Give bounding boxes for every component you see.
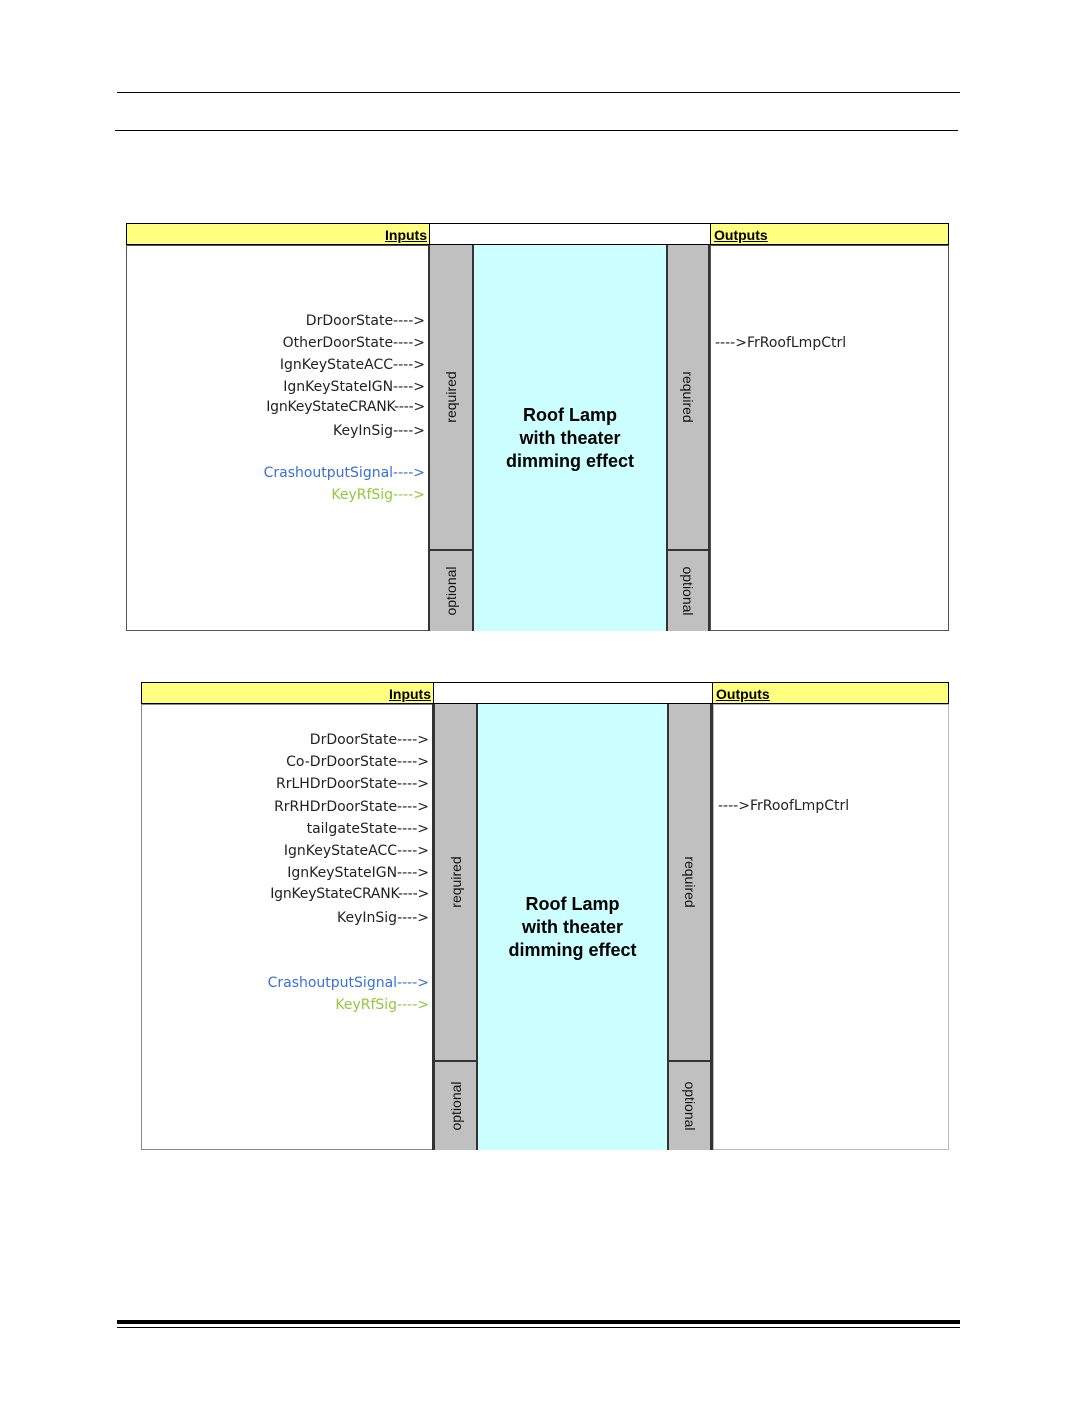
input-signal: RrRHDrDoorState----> <box>274 799 429 815</box>
input-signal: IgnKeyStateCRANK----> <box>266 399 425 415</box>
required-segment <box>435 704 476 1060</box>
inputs-panel <box>126 245 430 631</box>
required-label: required <box>681 856 698 908</box>
roof-lamp-diagram-2 <box>141 682 949 1150</box>
optional-segment <box>435 1060 476 1150</box>
inputs-requirement-bar <box>432 704 478 1150</box>
input-signal: IgnKeyStateIGN----> <box>287 865 429 881</box>
input-signal: IgnKeyStateACC----> <box>279 357 425 373</box>
inputs-header: Inputs <box>126 223 430 245</box>
function-block-title: Roof Lamp with theater dimming effect <box>508 893 637 960</box>
header-rule-bottom <box>115 130 958 131</box>
optional-label: optional <box>443 566 459 616</box>
input-signal: DrDoorState----> <box>305 313 425 329</box>
optional-label: optional <box>447 1081 464 1131</box>
required-label: required <box>680 371 696 423</box>
input-signal: OtherDoorState----> <box>282 335 425 351</box>
required-segment <box>669 704 710 1060</box>
optional-input-signal: CrashoutputSignal----> <box>263 465 425 481</box>
outputs-requirement-bar <box>667 704 713 1150</box>
input-signal: DrDoorState----> <box>309 732 429 748</box>
input-signal: IgnKeyStateACC----> <box>283 843 429 859</box>
function-block <box>474 245 666 631</box>
input-signal: IgnKeyStateCRANK----> <box>270 886 429 902</box>
optional-input-signal: CrashoutputSignal----> <box>267 975 429 991</box>
output-signal: ---->FrRoofLmpCtrl <box>715 335 847 351</box>
outputs-panel <box>710 245 949 631</box>
input-signal: RrLHDrDoorState----> <box>275 776 429 792</box>
input-signal: tailgateState----> <box>306 821 429 837</box>
inputs-panel <box>141 704 434 1150</box>
required-segment <box>430 245 472 549</box>
outputs-requirement-bar <box>666 245 710 631</box>
function-block-title: Roof Lamp with theater dimming effect <box>505 404 634 471</box>
optional-segment <box>669 1060 710 1150</box>
optional-input-signal: KeyRfSig----> <box>335 997 429 1013</box>
footer-rule-thin <box>117 1327 960 1328</box>
header-rule-top <box>117 92 960 93</box>
outputs-header: Outputs <box>712 682 949 704</box>
required-label: required <box>447 856 464 908</box>
optional-label: optional <box>680 566 696 616</box>
input-signal: IgnKeyStateIGN----> <box>283 379 425 395</box>
function-block <box>478 704 667 1150</box>
inputs-requirement-bar <box>428 245 474 631</box>
roof-lamp-diagram-1 <box>126 223 949 631</box>
required-label: required <box>443 371 459 423</box>
input-signal: Co-DrDoorState----> <box>286 754 429 770</box>
optional-segment <box>430 549 472 631</box>
footer-rule-thick <box>117 1320 960 1324</box>
outputs-header: Outputs <box>710 223 949 245</box>
required-segment <box>668 245 708 549</box>
header-spacer <box>429 223 711 245</box>
input-signal: KeyInSig----> <box>333 423 425 439</box>
input-signal: KeyInSig----> <box>337 910 429 926</box>
inputs-header: Inputs <box>141 682 434 704</box>
optional-segment <box>668 549 708 631</box>
outputs-panel <box>713 704 949 1150</box>
optional-label: optional <box>681 1081 698 1131</box>
header-spacer <box>433 682 713 704</box>
optional-input-signal: KeyRfSig----> <box>331 487 425 503</box>
output-signal: ---->FrRoofLmpCtrl <box>718 798 850 814</box>
